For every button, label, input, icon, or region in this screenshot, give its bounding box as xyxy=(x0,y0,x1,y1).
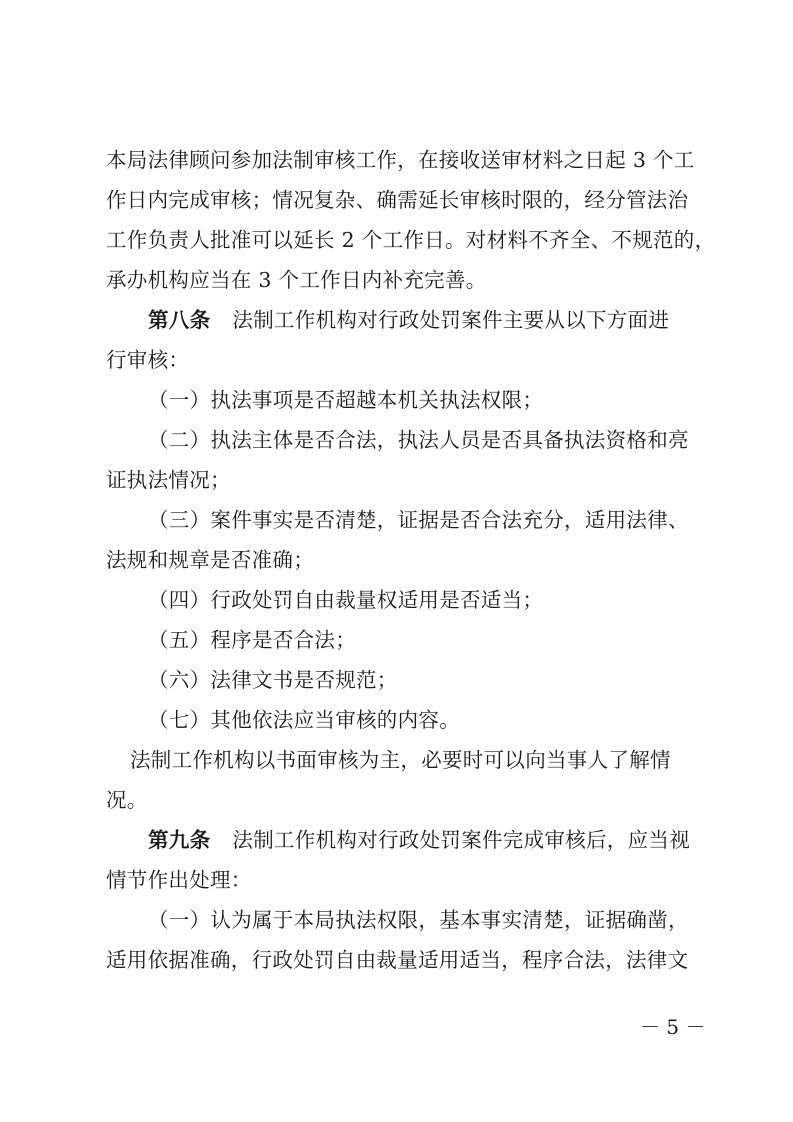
article-8-item-3-cont: 法规和规章是否准确； xyxy=(106,548,314,572)
article-8-item-7: （七）其他依法应当审核的内容。 xyxy=(148,708,460,732)
article-8-text-2: 行审核： xyxy=(106,348,190,372)
article-8-heading xyxy=(148,305,696,335)
article-8-closing-2: 况。 xyxy=(106,788,148,812)
article-8-text-1: 法制工作机构对行政处罚案件主要从以下方面进 xyxy=(232,308,670,332)
page-number: － 5 － xyxy=(640,1015,706,1039)
article-9-text-1: 法制工作机构对行政处罚案件完成审核后，应当视 xyxy=(232,828,691,852)
article-8-item-5: （五）程序是否合法； xyxy=(148,628,356,652)
article-9-heading xyxy=(148,825,696,855)
article-8-item-2-cont: 证执法情况； xyxy=(106,468,231,492)
article-9-number: 第九条 xyxy=(148,828,211,852)
article-8-number: 第八条 xyxy=(148,308,211,332)
article-9-text-2: 情节作出处理： xyxy=(106,868,252,892)
intro-line-4: 承办机构应当在 3 个工作日内补充完善。 xyxy=(106,268,487,292)
article-9-item-1: （一）认为属于本局执法权限，基本事实清楚，证据确凿， xyxy=(148,908,689,932)
article-8-item-2: （二）执法主体是否合法，执法人员是否具备执法资格和亮 xyxy=(148,428,689,452)
intro-line-1: 本局法律顾问参加法制审核工作，在接收送审材料之日起 3 个工 xyxy=(106,148,695,172)
intro-line-2: 作日内完成审核；情况复杂、确需延长审核时限的，经分管法治 xyxy=(106,188,689,212)
article-8-item-6: （六）法律文书是否规范； xyxy=(148,668,398,692)
article-8-closing-1: 法制工作机构以书面审核为主，必要时可以向当事人了解情 xyxy=(130,748,671,772)
article-8-item-1: （一）执法事项是否超越本机关执法权限； xyxy=(148,388,544,412)
article-8-item-3: （三）案件事实是否清楚，证据是否合法充分，适用法律、 xyxy=(148,508,689,532)
intro-line-3: 工作负责人批准可以延长 2 个工作日。对材料不齐全、不规范的， xyxy=(106,228,716,252)
article-8-item-4: （四）行政处罚自由裁量权适用是否适当； xyxy=(148,588,544,612)
article-9-item-1-cont: 适用依据准确，行政处罚自由裁量适用适当，程序合法，法律文 xyxy=(106,948,689,972)
